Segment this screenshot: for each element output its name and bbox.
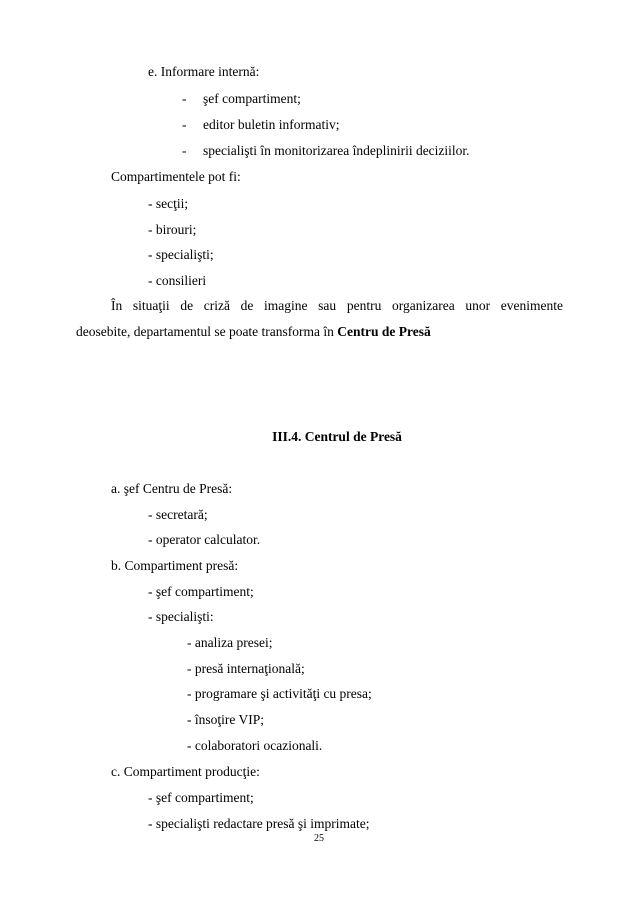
list-item: - operator calculator. [148, 532, 261, 547]
crisis-paragraph-line1: În situaţii de criză de imagine sau pentru organizarea unor evenimente [111, 298, 563, 313]
list-bullet: - [182, 143, 187, 158]
sub-list-item: - presă internaţională; [187, 661, 305, 676]
list-item: editor buletin informativ; [203, 117, 340, 132]
section-a-title: a. şef Centru de Presă: [111, 481, 233, 496]
list-item: - specialişti redactare presă şi imprimate; [148, 816, 370, 831]
list-bullet: - [182, 117, 187, 132]
sub-list-item: - colaboratori ocazionali. [187, 738, 323, 753]
list-item: - şef compartiment; [148, 790, 254, 805]
list-item: - birouri; [148, 222, 197, 237]
list-item: - specialişti: [148, 609, 214, 624]
list-bullet: - [182, 91, 187, 106]
compartments-intro: Compartimentele pot fi: [111, 169, 241, 184]
list-item: specialişti în monitorizarea îndeplinirii deciziilor. [203, 143, 470, 158]
crisis-paragraph-text: deosebite, departamentul se poate transforma în [76, 324, 338, 339]
sub-list-item: - programare şi activităţi cu presa; [187, 686, 372, 701]
list-item: - consilieri [148, 273, 207, 288]
section-b-title: b. Compartiment presă: [111, 558, 239, 573]
sub-list-item: - însoţire VIP; [187, 712, 264, 727]
list-item: - şef compartiment; [148, 584, 254, 599]
section-c-title: c. Compartiment producţie: [111, 764, 260, 779]
list-item: - secretară; [148, 507, 208, 522]
list-item: - secţii; [148, 196, 189, 211]
section-e-title: e. Informare internă: [148, 64, 260, 79]
crisis-paragraph-line2 [76, 324, 431, 340]
page-number: 25 [314, 833, 324, 844]
list-item: - specialişti; [148, 247, 214, 262]
section-heading: III.4. Centrul de Presă [272, 429, 402, 444]
list-item: şef compartiment; [203, 91, 301, 106]
sub-list-item: - analiza presei; [187, 635, 273, 650]
crisis-paragraph-bold: Centru de Presă [337, 324, 431, 339]
